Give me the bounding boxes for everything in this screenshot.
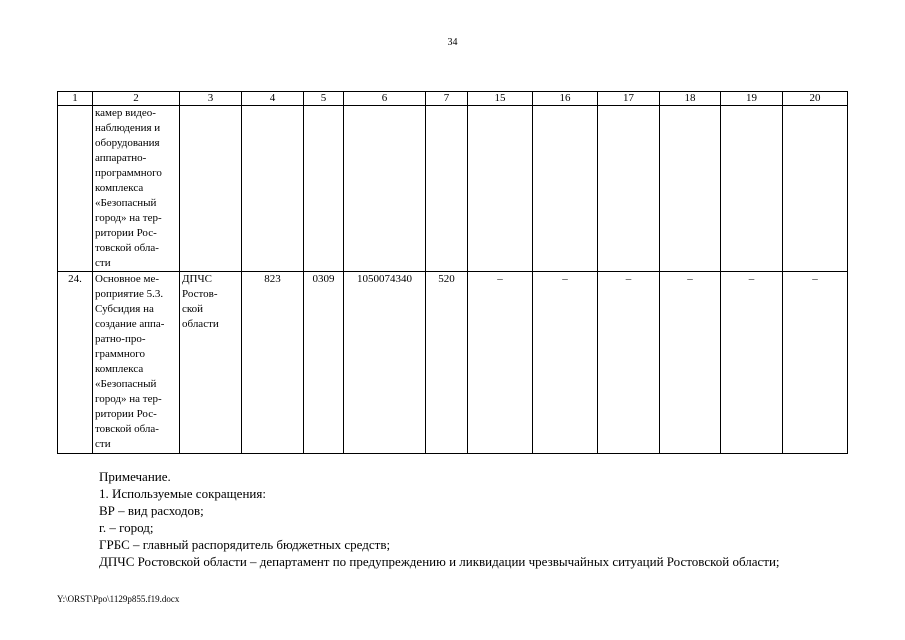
cell-line: «Безопасный: [95, 378, 157, 390]
table-cell: [468, 106, 533, 272]
header-cell: 6: [344, 92, 426, 106]
header-cell: 1: [58, 92, 93, 106]
csr-cell: 1050074340: [344, 272, 426, 454]
footer-file-path: Y:\ORST\Ppo\1129p855.f19.docx: [57, 594, 180, 604]
header-cell: 17: [598, 92, 660, 106]
table-cell: [426, 106, 468, 272]
header-cell: 19: [721, 92, 783, 106]
cell-line: комплекса: [95, 182, 144, 194]
note-line: г. – город;: [99, 520, 154, 535]
cell-line: ДПЧС: [182, 273, 212, 285]
header-cell: 20: [783, 92, 848, 106]
cell-line: ской: [182, 303, 204, 315]
cell-line: комплекса: [95, 363, 144, 375]
header-cell: 7: [426, 92, 468, 106]
notes-section: [57, 468, 847, 570]
row-number-cell: 24.: [58, 272, 93, 454]
note-line: ГРБС – главный распорядитель бюджетных средств;: [99, 537, 391, 552]
vr-cell: 520: [426, 272, 468, 454]
table-cell: [344, 106, 426, 272]
table-cell: [721, 106, 783, 272]
cell-line: роприятие 5.3.: [95, 288, 164, 300]
table-row-24: [58, 272, 848, 454]
cell-line: ритории Рос-: [95, 227, 157, 239]
cell-line: товской обла-: [95, 423, 159, 435]
page-number: 34: [447, 37, 458, 48]
table-header-row: [58, 92, 848, 106]
executor-cell: [180, 272, 242, 454]
value-cell-15: –: [468, 272, 533, 454]
header-cell: 18: [660, 92, 721, 106]
value-cell-16: –: [533, 272, 598, 454]
cell-line: камер видео-: [95, 107, 156, 119]
cell-line: город» на тер-: [95, 212, 162, 224]
value-cell-20: –: [783, 272, 848, 454]
cell-line: граммного: [95, 348, 145, 360]
cell-line: ратно-про-: [95, 333, 146, 345]
cell-line: Субсидия на: [95, 303, 154, 315]
continued-name-cell: [93, 106, 180, 272]
cell-line: сти: [95, 257, 111, 269]
header-cell: 2: [93, 92, 180, 106]
cell-line: город» на тер-: [95, 393, 162, 405]
row-name-cell: [93, 272, 180, 454]
header-cell: 5: [304, 92, 344, 106]
cell-line: Ростов-: [182, 288, 218, 300]
cell-line: создание аппа-: [95, 318, 165, 330]
rzpr-cell: 0309: [304, 272, 344, 454]
table-cell: [304, 106, 344, 272]
cell-line: ритории Рос-: [95, 408, 157, 420]
table-cell: [598, 106, 660, 272]
table-cell: [180, 106, 242, 272]
cell-line: «Безопасный: [95, 197, 157, 209]
table-cell: [58, 106, 93, 272]
header-cell: 4: [242, 92, 304, 106]
note-line: ДПЧС Ростовской области – департамент по предупреждению и ликвидации чрезвычайных ситуаций Ростовской области;: [99, 554, 780, 569]
cell-line: программного: [95, 167, 162, 179]
header-cell: 3: [180, 92, 242, 106]
note-title: Примечание.: [99, 469, 171, 484]
value-cell-18: –: [660, 272, 721, 454]
value-cell-19: –: [721, 272, 783, 454]
table-cell: [533, 106, 598, 272]
cell-line: оборудования: [95, 137, 160, 149]
header-cell: 15: [468, 92, 533, 106]
cell-line: сти: [95, 438, 111, 450]
cell-line: аппаратно-: [95, 152, 147, 164]
grbs-cell: 823: [242, 272, 304, 454]
cell-line: наблюдения и: [95, 122, 161, 134]
table-row-continued: [58, 106, 848, 272]
budget-table: [57, 91, 848, 454]
value-cell-17: –: [598, 272, 660, 454]
note-line: 1. Используемые сокращения:: [99, 486, 266, 501]
note-line: ВР – вид расходов;: [99, 503, 204, 518]
header-cell: 16: [533, 92, 598, 106]
cell-line: Основное ме-: [95, 273, 160, 285]
cell-line: области: [182, 318, 219, 330]
table-cell: [783, 106, 848, 272]
cell-line: товской обла-: [95, 242, 159, 254]
table-cell: [660, 106, 721, 272]
table-cell: [242, 106, 304, 272]
